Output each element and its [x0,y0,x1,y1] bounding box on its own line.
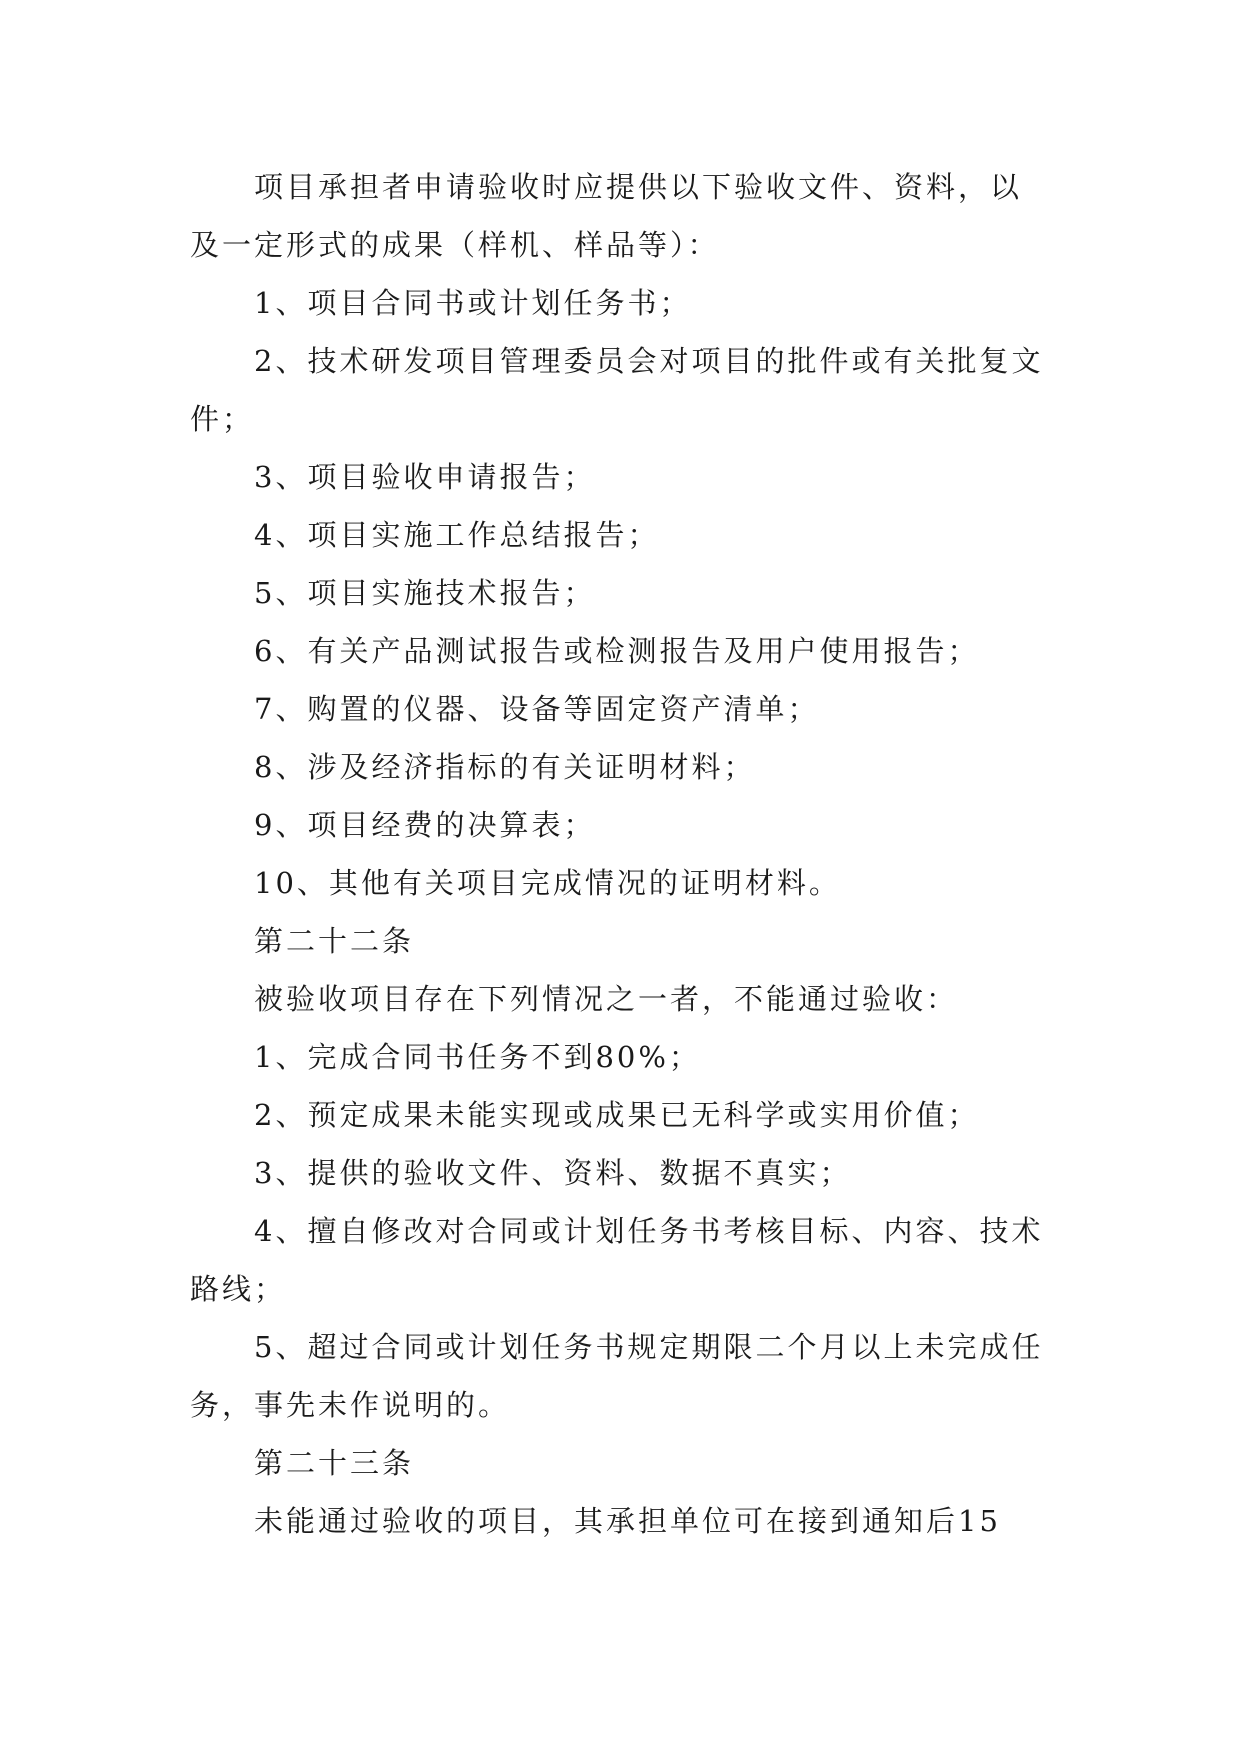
list-item: 10、其他有关项目完成情况的证明材料。 [254,866,841,900]
list-item: 2、预定成果未能实现或成果已无科学或实用价值； [254,1098,980,1132]
section-heading: 第二十三条 [254,1446,415,1480]
list-item: 2、技术研发项目管理委员会对项目的批件或有关批复文件； [190,344,1044,436]
body-paragraph: 项目承担者申请验收时应提供以下验收文件、资料，以及一定形式的成果（样机、样品等）： [190,170,1023,262]
list-item: 5、超过合同或计划任务书规定期限二个月以上未完成任务，事先未作说明的。 [190,1330,1044,1422]
list-item: 4、擅自修改对合同或计划任务书考核目标、内容、技术路线； [190,1214,1044,1306]
list-item: 1、项目合同书或计划任务书； [254,286,692,320]
list-item: 3、提供的验收文件、资料、数据不真实； [254,1156,852,1190]
list-item: 8、涉及经济指标的有关证明材料； [254,750,756,784]
list-item: 1、完成合同书任务不到80%； [254,1040,701,1074]
body-paragraph: 被验收项目存在下列情况之一者，不能通过验收： [254,982,959,1016]
section-heading: 第二十二条 [254,924,415,958]
list-item: 9、项目经费的决算表； [254,808,596,842]
list-item: 5、项目实施技术报告； [254,576,596,610]
body-paragraph: 未能通过验收的项目，其承担单位可在接到通知后15 [254,1504,1001,1538]
list-item: 4、项目实施工作总结报告； [254,518,660,552]
list-item: 6、有关产品测试报告或检测报告及用户使用报告； [254,634,980,668]
list-item: 7、购置的仪器、设备等固定资产清单； [254,692,820,726]
list-item: 3、项目验收申请报告； [254,460,596,494]
document-page [190,158,1052,1550]
